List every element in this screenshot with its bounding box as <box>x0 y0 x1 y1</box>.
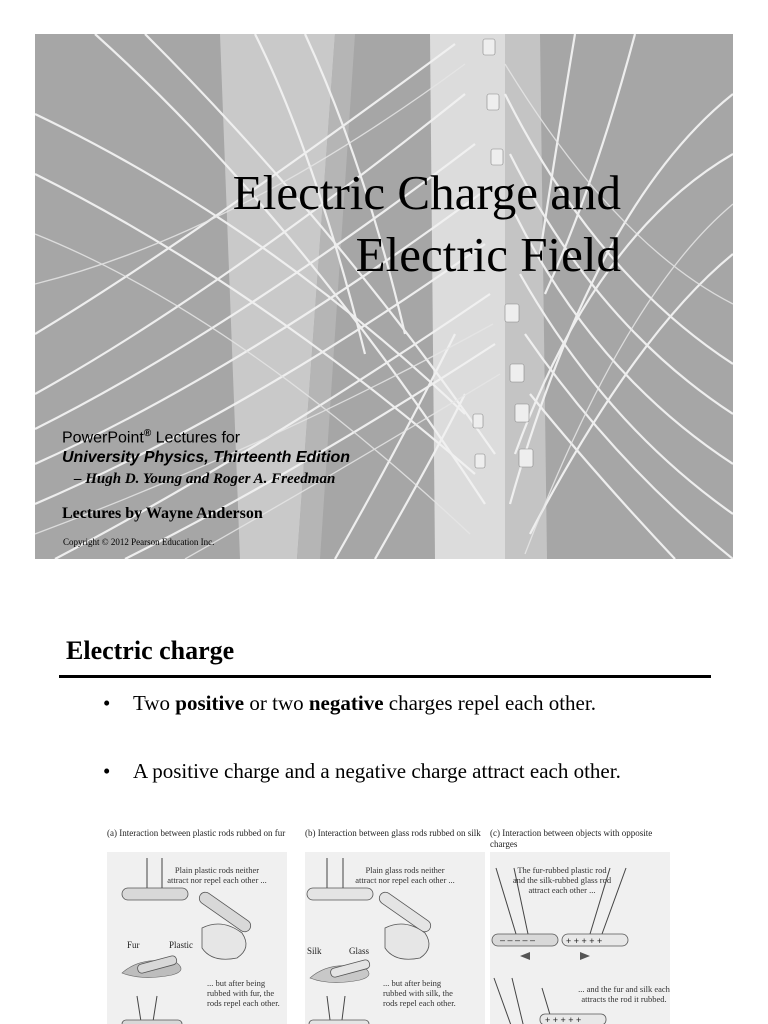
figure-note: Plain plastic rods neither attract nor repel each other ... <box>167 865 267 885</box>
svg-text:– – – – –: – – – – – <box>500 935 536 945</box>
heading-divider <box>59 675 711 678</box>
bullet-text-part: or two <box>244 691 309 715</box>
figure-note: ... but after being rubbed with silk, the rods repel each other. <box>383 978 456 1008</box>
caption-text: Interaction between glass rods rubbed on silk <box>315 828 481 838</box>
lecturer: Lectures by Wayne Anderson <box>62 505 263 522</box>
book-credit <box>62 424 350 490</box>
book-title: University Physics, Thirteenth Edition <box>62 449 351 467</box>
figure-a-plastic-rods <box>107 828 287 1024</box>
label-glass: Glass <box>349 946 369 956</box>
figure-note: ... and the fur and silk each attracts the rod it rubbed. <box>578 984 670 1004</box>
bullet-text-part: charges repel each other. <box>383 691 596 715</box>
caption-letter: (c) <box>490 828 500 838</box>
bullet-marker: • <box>103 691 111 715</box>
caption-letter: (b) <box>305 828 316 838</box>
slide-heading: Electric charge <box>66 636 235 665</box>
svg-text:+ + + + +: + + + + + <box>545 1015 582 1024</box>
slide-title-line-2: Electric Field <box>355 227 621 282</box>
title-slide <box>35 34 733 559</box>
caption-letter: (a) <box>107 828 117 838</box>
figure-b-glass-rods <box>305 828 485 1024</box>
bullet-text: A positive charge and a negative charge attract each other. <box>133 759 621 783</box>
slide-title <box>233 162 621 286</box>
copyright: Copyright © 2012 Pearson Education Inc. <box>63 537 215 547</box>
figure-c-opposite-charges <box>490 828 670 1024</box>
label-plastic: Plastic <box>169 940 193 950</box>
svg-text:+ + + + +: + + + + + <box>566 936 603 946</box>
figure-note: Plain glass rods neither attract nor repel each other ... <box>355 865 455 885</box>
figure-note: The fur-rubbed plastic rod and the silk-rubbed glass rod attract each other ... <box>512 865 612 895</box>
lectures-for-text: Lectures for <box>151 429 241 447</box>
content-slide <box>0 600 768 1024</box>
powerpoint-word: PowerPoint <box>62 429 144 447</box>
registered-mark: ® <box>143 428 152 439</box>
label-fur: Fur <box>127 940 140 950</box>
powerpoint-line <box>62 424 350 448</box>
bullet-text <box>133 690 623 716</box>
caption-text: Interaction between plastic rods rubbed on fur <box>117 828 286 838</box>
slide-title-line-1: Electric Charge and <box>232 165 621 220</box>
caption-text: Interaction between objects with opposite charges <box>490 828 653 849</box>
bullet-marker: • <box>103 759 111 783</box>
bold-term-negative: negative <box>308 691 384 715</box>
figure-note: ... but after being rubbed with fur, the rods repel each other. <box>207 978 280 1008</box>
label-silk: Silk <box>307 946 322 956</box>
authors: – Hugh D. Young and Roger A. Freedman <box>74 471 336 488</box>
bullet-text-part: Two <box>133 691 176 715</box>
bold-term-positive: positive <box>175 691 245 715</box>
